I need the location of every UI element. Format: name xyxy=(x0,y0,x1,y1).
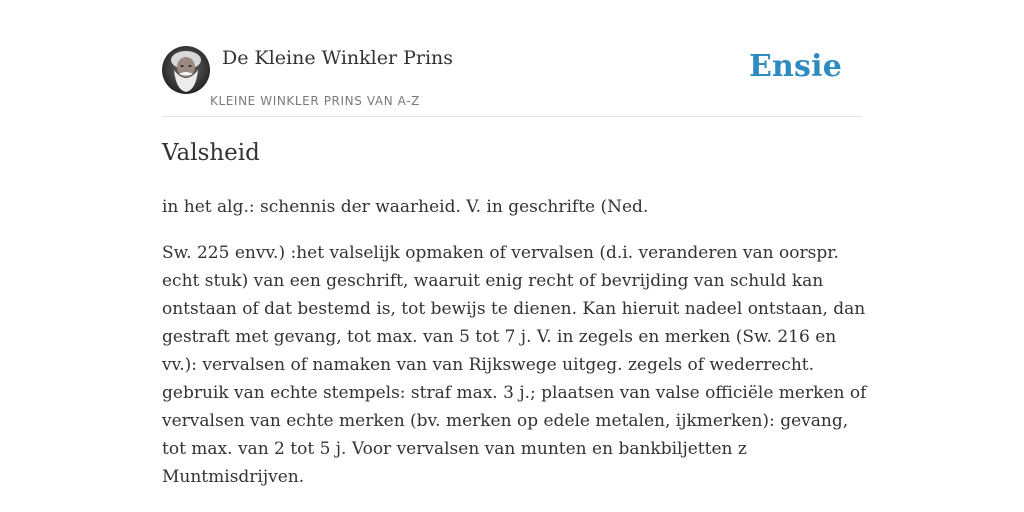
author-portrait-icon xyxy=(162,46,210,94)
book-title[interactable]: De Kleine Winkler Prins xyxy=(222,47,454,69)
paragraph-line: gestraft met gevang, tot max. van 5 tot 7 j. V. in zegels en merken (Sw. 216 en xyxy=(162,327,837,347)
article-paragraph-1: in het alg.: schennis der waarheid. V. in geschrifte (Ned. xyxy=(162,197,649,217)
paragraph-line: vervalsen van echte merken (bv. merken op edele metalen, ijkmerken): gevang, xyxy=(162,411,849,431)
paragraph-line: tot max. van 2 tot 5 j. Voor vervalsen van munten en bankbiljetten z xyxy=(162,439,747,459)
paragraph-line: vv.): vervalsen of namaken van van Rijkswege uitgeg. zegels of wederrecht. xyxy=(162,355,815,375)
brand-logo[interactable]: Ensie xyxy=(748,49,842,84)
header xyxy=(162,0,862,117)
page-container xyxy=(162,0,867,487)
paragraph-line: Sw. 225 envv.) :het valselijk opmaken of vervalsen (d.i. veranderen van oorspr. xyxy=(162,243,839,263)
article-paragraph-2 xyxy=(162,239,867,491)
book-subtitle[interactable]: KLEINE WINKLER PRINS VAN A-Z xyxy=(210,94,420,108)
article-title: Valsheid xyxy=(162,140,260,166)
paragraph-line: echt stuk) van een geschrift, waaruit enig recht of bevrijding van schuld kan xyxy=(162,271,824,291)
paragraph-line: gebruik van echte stempels: straf max. 3 j.; plaatsen van valse officiële merken of xyxy=(162,383,867,403)
paragraph-line: Muntmisdrijven. xyxy=(162,467,305,487)
paragraph-line: ontstaan of dat bestemd is, tot bewijs te dienen. Kan hieruit nadeel ontstaan, dan xyxy=(162,299,866,319)
